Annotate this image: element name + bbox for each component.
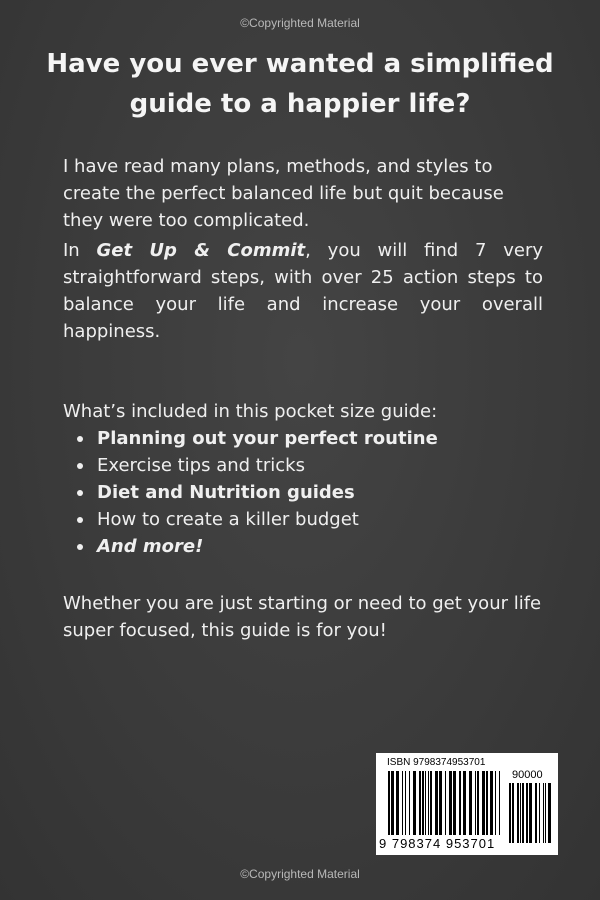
bullet-icon: [77, 463, 83, 469]
barcode-bar: [419, 771, 421, 835]
list-item: [63, 479, 543, 506]
copyright-watermark-bottom: ©Copyrighted Material: [240, 867, 360, 881]
list-item-text: Exercise tips and tricks: [97, 455, 305, 476]
bullet-icon: [77, 490, 83, 496]
list-item-text: How to create a killer budget: [97, 509, 359, 530]
barcode-addon-graphic: [509, 783, 552, 843]
barcode-bar: [428, 771, 429, 835]
barcode-bar: [396, 771, 399, 835]
barcode-bar: [469, 771, 472, 835]
list-intro: What’s included in this pocket size guide:: [63, 401, 438, 422]
barcode-bar: [445, 771, 446, 835]
barcode-bar: [545, 783, 546, 843]
barcode-bar: [482, 771, 485, 835]
list-item: [63, 533, 543, 560]
barcode-digits: 9 798374 953701: [379, 836, 496, 851]
description-prefix: In: [63, 240, 97, 261]
barcode-bar: [453, 771, 456, 835]
copyright-watermark-top: ©Copyrighted Material: [240, 16, 360, 30]
barcode-bar: [435, 771, 438, 835]
barcode-bar: [543, 783, 544, 843]
barcode-bar: [425, 771, 426, 835]
barcode-bar: [520, 783, 521, 843]
barcode-bar: [388, 771, 390, 835]
isbn-label: ISBN 9798374953701: [387, 757, 486, 768]
price-code: 90000: [512, 769, 543, 781]
barcode-bar: [548, 783, 551, 843]
barcode-bar: [413, 771, 416, 835]
list-item-text: Diet and Nutrition guides: [97, 482, 355, 503]
list-item: [63, 452, 543, 479]
list-item-text: And more!: [97, 536, 204, 557]
barcode-bar: [449, 771, 452, 835]
barcode-bar: [517, 783, 519, 843]
barcode-bars-graphic: [388, 771, 500, 835]
barcode-bar: [405, 771, 406, 835]
barcode-bar: [539, 783, 540, 843]
book-title: Get Up & Commit: [96, 240, 306, 261]
barcode-bar: [526, 783, 528, 843]
barcode-bar: [529, 783, 532, 843]
barcode-bar: [463, 771, 466, 835]
isbn-barcode: [376, 753, 558, 855]
barcode-bar: [477, 771, 479, 835]
bullet-icon: [77, 517, 83, 523]
barcode-bar: [430, 771, 432, 835]
barcode-bar: [422, 771, 424, 835]
included-list: [63, 425, 543, 560]
list-item: [63, 425, 543, 452]
bullet-icon: [77, 544, 83, 550]
barcode-bar: [402, 771, 403, 835]
barcode-addon-bars: [509, 783, 552, 843]
barcode-bar: [391, 771, 394, 835]
headline: Have you ever wanted a simplified guide to a happier life?: [46, 49, 554, 119]
barcode-bar: [490, 771, 493, 835]
list-item: [63, 506, 543, 533]
barcode-bar: [495, 771, 496, 835]
barcode-bar: [475, 771, 476, 835]
description-suffix: , you will find 7 very straightforward steps, with over 25 action steps to balance your life and increase your overall happiness.: [63, 240, 543, 342]
intro-paragraph: I have read many plans, methods, and styles to create the perfect balanced life but quit because they were too complicated.: [63, 156, 504, 231]
barcode-bar: [522, 783, 524, 843]
barcode-bar: [409, 771, 410, 835]
barcode-bar: [499, 771, 500, 835]
list-item-text: Planning out your perfect routine: [97, 428, 438, 449]
barcode-bars: [388, 771, 500, 835]
bullet-icon: [77, 436, 83, 442]
barcode-bar: [439, 771, 442, 835]
barcode-bar: [509, 783, 511, 843]
barcode-bar: [459, 771, 461, 835]
barcode-bar: [535, 783, 537, 843]
barcode-bar: [486, 771, 488, 835]
closing-paragraph: Whether you are just starting or need to get your life super focused, this guide is for you!: [63, 593, 542, 641]
barcode-bar: [512, 783, 514, 843]
book-description-paragraph: [63, 237, 543, 345]
